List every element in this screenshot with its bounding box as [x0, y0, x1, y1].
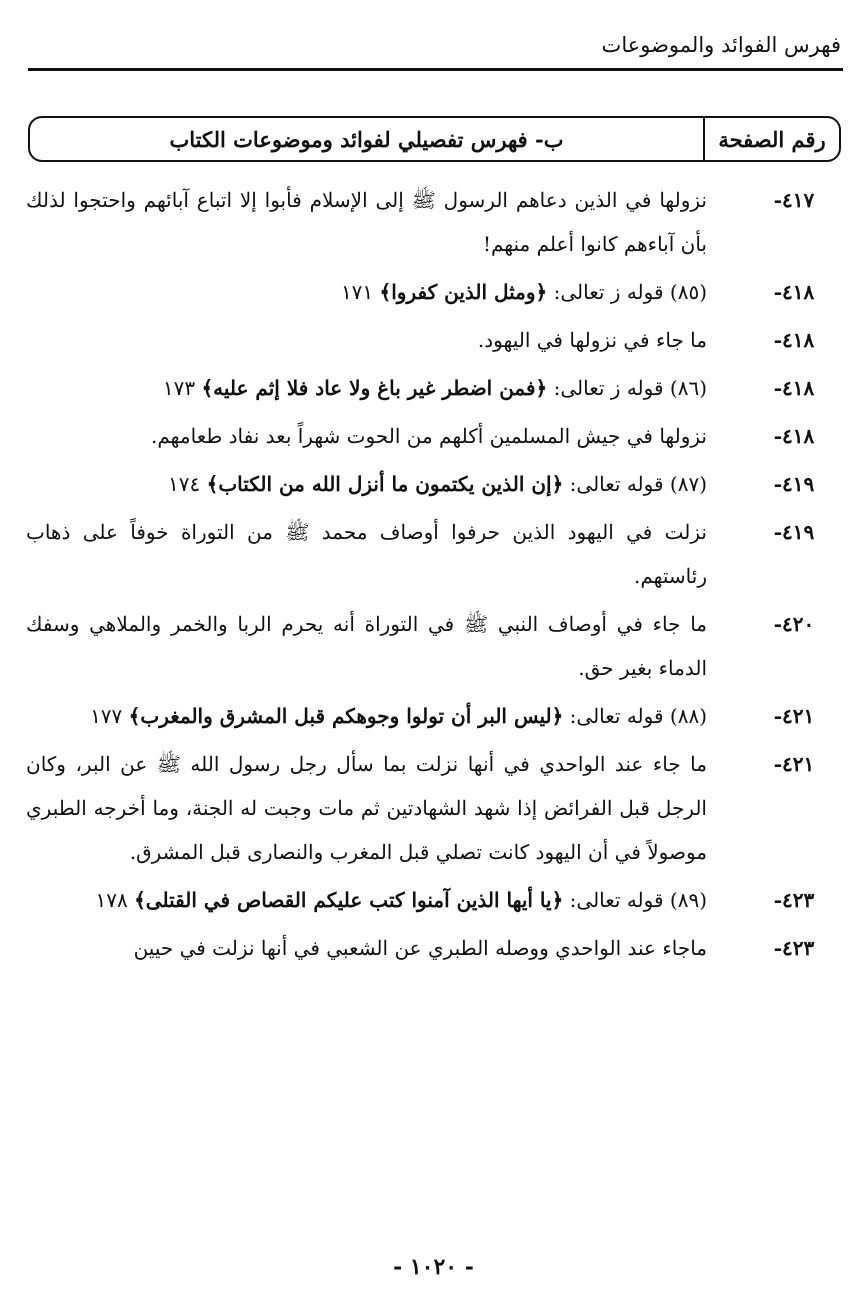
entry-text: نزلت في اليهود الذين حرفوا أوصاف محمد ﷺ من التوراة خوفاً على ذهاب رئاستهم. [26, 520, 707, 588]
table-header [28, 116, 841, 162]
index-entry [26, 602, 841, 690]
quran-verse: ﴿ومثل الذين كفروا﴾ [379, 280, 548, 304]
index-entry [26, 270, 841, 314]
index-entry [26, 462, 841, 506]
index-entry [26, 694, 841, 738]
index-entry [26, 878, 841, 922]
entry-page-number: ٤١٧- [773, 188, 815, 212]
quran-verse: ﴿يا أيها الذين آمنوا كتب عليكم القصاص في القتلى﴾ [134, 888, 564, 912]
entry-text: (٨٦) قوله ز تعالى: ﴿فمن اضطر غير باغ ولا عاد فلا إثم عليه﴾ ١٧٣ [162, 376, 707, 400]
entry-text: (٨٧) قوله تعالى: ﴿إن الذين يكتمون ما أنزل الله من الكتاب﴾ ١٧٤ [168, 472, 707, 496]
entry-page-number: ٤١٨- [773, 424, 815, 448]
index-entry [26, 742, 841, 874]
entry-page-number: ٤٢١- [773, 752, 815, 776]
entry-page-number: ٤٢٣- [773, 936, 815, 960]
entry-page-number: ٤٢٠- [773, 612, 815, 636]
index-title: ب- فهرس تفصيلي لفوائد وموضوعات الكتاب [169, 126, 564, 152]
running-head: فهرس الفوائد والموضوعات [601, 33, 841, 57]
page-number-footer: - ١٠٢٠ - [393, 1254, 474, 1280]
entry-text: ماجاء عند الواحدي ووصله الطبري عن الشعبي في أنها نزلت في حيين [133, 936, 707, 960]
page-number-column-header: رقم الصفحة [703, 118, 839, 160]
verse-number: ١٧٣ [162, 376, 196, 400]
entry-text: نزولها في الذين دعاهم الرسول ﷺ إلى الإسلام فأبوا إلا اتباع آبائهم واحتجوا لذلك بأن آباءهم كانوا أعلم منهم! [26, 188, 707, 256]
verse-number: ١٧٨ [95, 888, 128, 912]
index-entry [26, 414, 841, 458]
quran-verse: ﴿ليس البر أن تولوا وجوهكم قبل المشرق والمغرب﴾ [128, 704, 564, 728]
header-rule [28, 68, 843, 71]
entry-text: (٨٨) قوله تعالى: ﴿ليس البر أن تولوا وجوهكم قبل المشرق والمغرب﴾ ١٧٧ [90, 704, 707, 728]
index-entry [26, 926, 841, 970]
index-entry [26, 178, 841, 266]
entry-text: نزولها في جيش المسلمين أكلهم من الحوت شهراً بعد نفاد طعامهم. [151, 424, 707, 448]
quran-verse: ﴿إن الذين يكتمون ما أنزل الله من الكتاب﴾ [206, 472, 564, 496]
entry-page-number: ٤١٨- [773, 328, 815, 352]
entry-page-number: ٤٢١- [773, 704, 815, 728]
verse-number: ١٧٧ [90, 704, 123, 728]
quran-verse: ﴿فمن اضطر غير باغ ولا عاد فلا إثم عليه﴾ [201, 376, 548, 400]
entry-text: ما جاء في نزولها في اليهود. [477, 328, 707, 352]
entry-page-number: ٤٢٣- [773, 888, 815, 912]
index-entry [26, 366, 841, 410]
entry-page-number: ٤١٨- [773, 376, 815, 400]
entry-text: ما جاء عند الواحدي في أنها نزلت بما سأل رجل رسول الله ﷺ عن البر، وكان الرجل قبل الفرائض إذا شهد الشهادتين ثم مات وجبت له الجنة، وما أخرجه الطبري موصولاً في أن اليهود كانت تصلي قبل المغرب والنصارى قبل المشرق. [26, 752, 707, 864]
entry-text: ما جاء في أوصاف النبي ﷺ في التوراة أنه يحرم الربا والخمر والملاهي وسفك الدماء بغير حق. [26, 612, 707, 680]
index-entry [26, 510, 841, 598]
entry-page-number: ٤١٩- [773, 520, 815, 544]
entry-text: (٨٥) قوله ز تعالى: ﴿ومثل الذين كفروا﴾ ١٧١ [340, 280, 707, 304]
index-entry [26, 318, 841, 362]
entry-text: (٨٩) قوله تعالى: ﴿يا أيها الذين آمنوا كتب عليكم القصاص في القتلى﴾ ١٧٨ [95, 888, 707, 912]
entry-page-number: ٤١٨- [773, 280, 815, 304]
verse-number: ١٧٤ [168, 472, 201, 496]
verse-number: ١٧١ [340, 280, 374, 304]
entry-page-number: ٤١٩- [773, 472, 815, 496]
index-entries [26, 178, 841, 974]
